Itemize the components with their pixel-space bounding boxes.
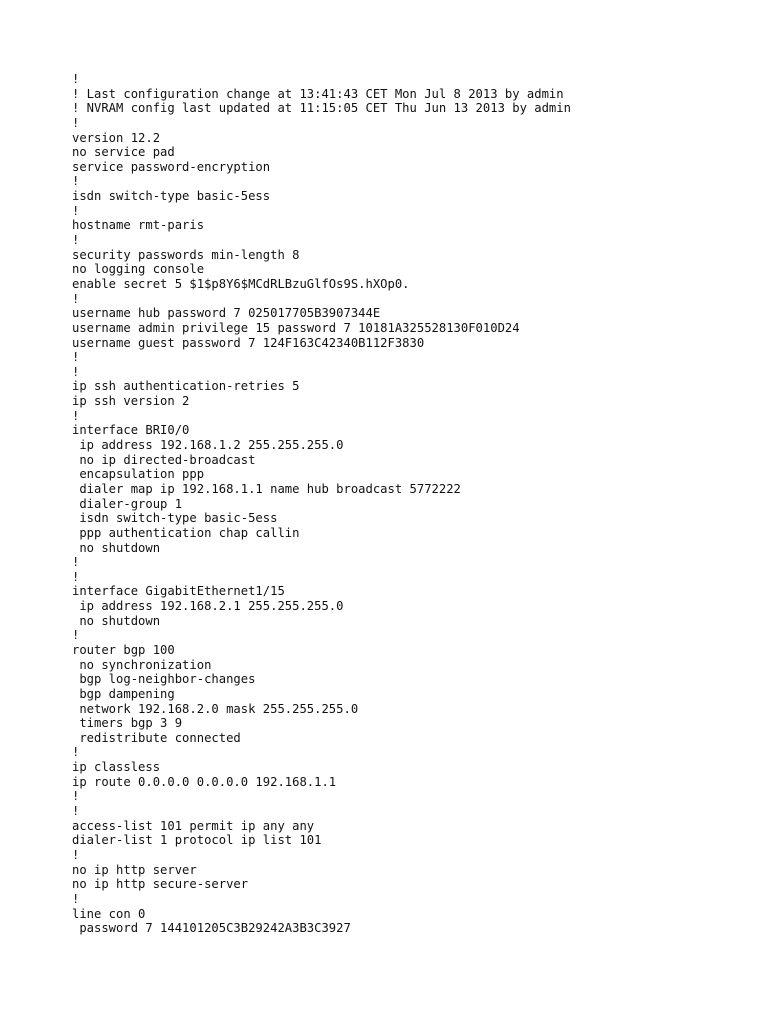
config-line: ! bbox=[72, 364, 80, 379]
config-line: username admin privilege 15 password 7 10181A325528130F010D24 bbox=[72, 320, 520, 335]
config-line: enable secret 5 $1$p8Y6$MCdRLBzuGlfOs9S.hXOp0. bbox=[72, 276, 410, 291]
config-line: redistribute connected bbox=[72, 730, 241, 745]
config-line: ! bbox=[72, 174, 80, 189]
config-line: ! bbox=[72, 291, 80, 306]
config-line: hostname rmt-paris bbox=[72, 218, 205, 233]
config-line: service password-encryption bbox=[72, 159, 271, 174]
config-line: password 7 144101205C3B29242A3B3C3927 bbox=[72, 921, 351, 936]
config-line: timers bgp 3 9 bbox=[72, 716, 183, 731]
config-line: no ip http server bbox=[72, 862, 197, 877]
config-line: ! bbox=[72, 408, 80, 423]
config-line: network 192.168.2.0 mask 255.255.255.0 bbox=[72, 701, 359, 716]
config-line: dialer-list 1 protocol ip list 101 bbox=[72, 833, 322, 848]
config-line: no ip directed-broadcast bbox=[72, 452, 256, 467]
config-line: no service pad bbox=[72, 145, 175, 160]
config-line: security passwords min-length 8 bbox=[72, 247, 300, 262]
config-line: ! bbox=[72, 72, 80, 86]
config-line: line con 0 bbox=[72, 906, 146, 921]
config-line: username hub password 7 025017705B3907344E bbox=[72, 306, 381, 321]
config-line: ! bbox=[72, 233, 80, 248]
config-line: isdn switch-type basic-5ess bbox=[72, 511, 278, 526]
config-line: bgp log-neighbor-changes bbox=[72, 672, 256, 687]
config-line: ! bbox=[72, 350, 80, 365]
config-line: ! Last configuration change at 13:41:43 CET Mon Jul 8 2013 by admin bbox=[72, 86, 564, 101]
config-line: no shutdown bbox=[72, 613, 161, 628]
config-line: ! bbox=[72, 891, 80, 906]
config-line: access-list 101 permit ip any any bbox=[72, 818, 315, 833]
config-line: ! bbox=[72, 555, 80, 570]
config-line: ! bbox=[72, 115, 80, 130]
config-line: ip address 192.168.2.1 255.255.255.0 bbox=[72, 599, 344, 614]
config-line: ! bbox=[72, 804, 80, 819]
config-line: dialer-group 1 bbox=[72, 496, 183, 511]
config-line: no shutdown bbox=[72, 540, 161, 555]
config-line: ! bbox=[72, 745, 80, 760]
config-line: ! bbox=[72, 847, 80, 862]
config-line: no synchronization bbox=[72, 657, 212, 672]
config-line: ! bbox=[72, 569, 80, 584]
config-line: ! NVRAM config last updated at 11:15:05 CET Thu Jun 13 2013 by admin bbox=[72, 101, 571, 116]
config-line: interface BRI0/0 bbox=[72, 423, 190, 438]
config-line: ! bbox=[72, 789, 80, 804]
config-line: version 12.2 bbox=[72, 130, 161, 145]
config-document bbox=[72, 72, 732, 936]
config-line: bgp dampening bbox=[72, 686, 175, 701]
config-line: no logging console bbox=[72, 262, 205, 277]
config-line: ip address 192.168.1.2 255.255.255.0 bbox=[72, 438, 344, 453]
config-line: ip route 0.0.0.0 0.0.0.0 192.168.1.1 bbox=[72, 774, 337, 789]
config-line: username guest password 7 124F163C42340B112F3830 bbox=[72, 335, 425, 350]
config-line: ip ssh authentication-retries 5 bbox=[72, 379, 300, 394]
config-line: encapsulation ppp bbox=[72, 467, 205, 482]
config-line: ! bbox=[72, 203, 80, 218]
config-line: ! bbox=[72, 628, 80, 643]
config-line: ip ssh version 2 bbox=[72, 394, 190, 409]
config-line: isdn switch-type basic-5ess bbox=[72, 189, 271, 204]
config-line: no ip http secure-server bbox=[72, 877, 249, 892]
config-line: router bgp 100 bbox=[72, 642, 175, 657]
config-line: ppp authentication chap callin bbox=[72, 525, 300, 540]
config-line: dialer map ip 192.168.1.1 name hub broadcast 5772222 bbox=[72, 481, 461, 496]
config-line: interface GigabitEthernet1/15 bbox=[72, 584, 285, 599]
config-line: ip classless bbox=[72, 760, 161, 775]
